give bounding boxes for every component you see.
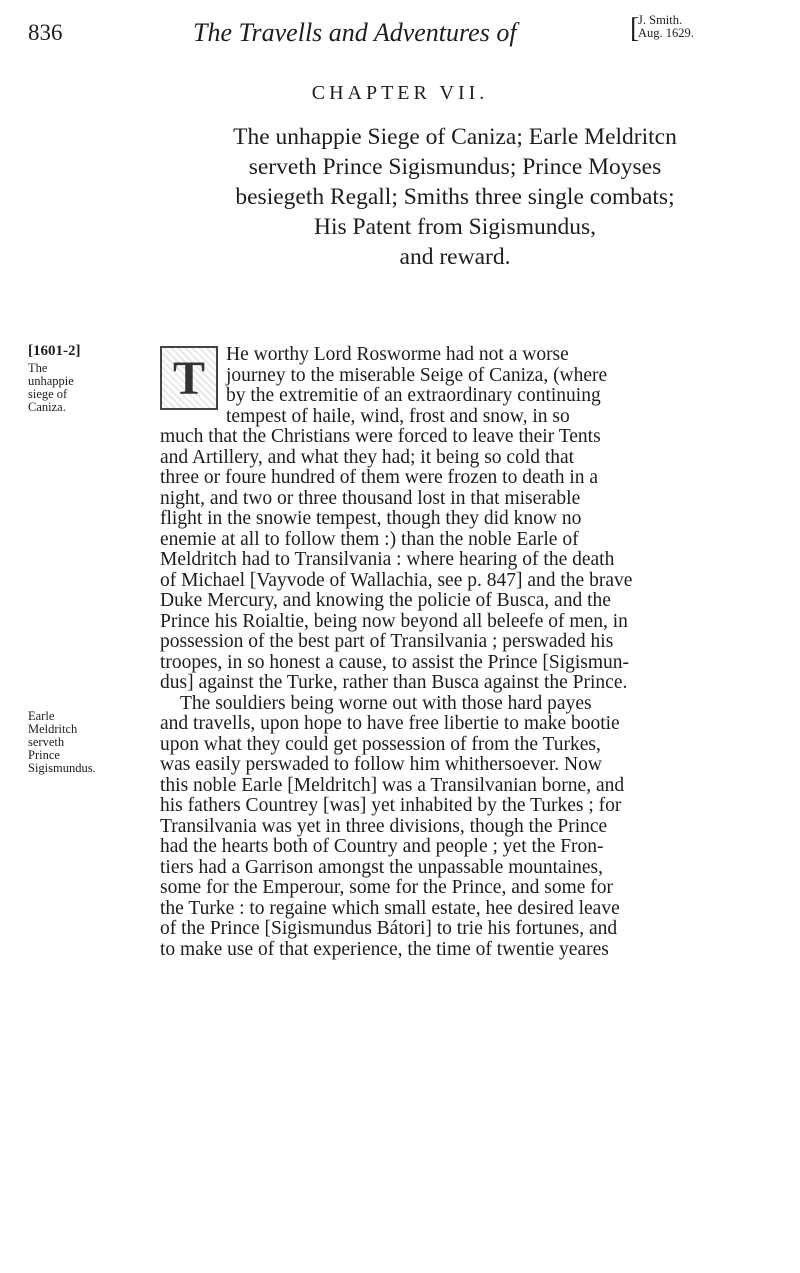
body-line: and Artillery, and what they had; it being so cold that — [160, 446, 575, 468]
body-line: upon what they could get possession of from the Turkes, — [160, 733, 601, 755]
subtitle-line: serveth Prince Sigismundus; Prince Moyses — [248, 154, 662, 180]
margin-note-text: The unhappie siege of Caniza. — [28, 361, 74, 414]
body-line: The souldiers being worne out with those hard payes — [180, 692, 592, 714]
body-line: was easily perswaded to follow him whithersoever. Now — [160, 754, 602, 775]
body-line: troopes, in so honest a cause, to assist the Prince [Sigismun- — [160, 651, 630, 673]
body-line: He worthy Lord Rosworme had not a worse — [226, 344, 569, 365]
body-line: possession of the best part of Transilvania ; perswaded his — [160, 631, 614, 652]
body-line: Meldritch had to Transilvania : where hearing of the death — [160, 549, 615, 570]
body-line: dus] against the Turke, rather than Busca against the Prince. — [160, 672, 628, 693]
chapter-heading: CHAPTER VII. — [311, 82, 489, 104]
margin-note-text: Earle Meldritch serveth Prince Sigismundus. — [28, 709, 96, 775]
body-line: three or foure hundred of them were frozen to death in a — [160, 467, 599, 488]
body-line: and travells, upon hope to have free libertie to make bootie — [160, 713, 620, 734]
body-line: by the extremitie of an extraordinary continuing — [226, 385, 601, 406]
body-line: tiers had a Garrison amongst the unpassable mountaines, — [160, 856, 603, 878]
body-text — [160, 345, 750, 960]
body-line: had the hearts both of Country and people ; yet the Fron- — [160, 836, 604, 857]
subtitle-line: His Patent from Sigismundus, — [313, 214, 596, 240]
body-line: some for the Emperour, some for the Prince, and some for — [160, 877, 614, 898]
body-line: of the Prince [Sigismundus Bátori] to trie his fortunes, and — [160, 918, 618, 939]
body-line: Transilvania was yet in three divisions, though the Prince — [160, 815, 608, 837]
body-line: of Michael [Vayvode of Wallachia, see p. 847] and the brave — [160, 569, 633, 591]
margin-date: [1601-2] — [28, 343, 81, 359]
subtitle-line: besiegeth Regall; Smiths three single combats; — [235, 184, 675, 210]
drop-cap: T — [160, 346, 218, 410]
subtitle-line: and reward. — [399, 244, 511, 270]
body-line: night, and two or three thousand lost in that miserable — [160, 487, 581, 509]
body-line: to make use of that experience, the time of twentie yeares — [160, 938, 609, 960]
margin-note-siege — [28, 345, 90, 414]
body-line: the Turke : to regaine which small estate, hee desired leave — [160, 897, 620, 919]
side-note-line2: Aug. 1629. — [638, 26, 694, 40]
body-line: Prince his Roialtie, being now beyond all beleefe of men, in — [160, 610, 628, 632]
body-line: this noble Earle [Meldritch] was a Transilvanian borne, and — [160, 774, 625, 796]
body-line: flight in the snowie tempest, though they did know no — [160, 508, 582, 529]
page-number: 836 — [28, 20, 63, 45]
body-line: much that the Christians were forced to leave their Tents — [160, 426, 601, 447]
margin-note-earle — [28, 709, 96, 775]
body-line: Duke Mercury, and knowing the policie of Busca, and the — [160, 590, 611, 611]
header-side-note — [630, 13, 694, 44]
subtitle-line: The unhappie Siege of Caniza; Earle Meldritcn — [233, 124, 677, 150]
body-line: enemie at all to follow them :) than the noble Earle of — [160, 528, 579, 550]
side-note-line1: J. Smith. — [638, 13, 683, 27]
chapter-subtitle — [160, 122, 750, 272]
body-line: journey to the miserable Seige of Caniza, (where — [226, 364, 608, 386]
running-title: The Travells and Adventures of — [193, 18, 517, 47]
body-line: his fathers Countrey [was] yet inhabited by the Turkes ; for — [160, 795, 622, 816]
bracket-glyph: [ — [630, 13, 640, 44]
body-line: tempest of haile, wind, frost and snow, in so — [226, 405, 570, 427]
